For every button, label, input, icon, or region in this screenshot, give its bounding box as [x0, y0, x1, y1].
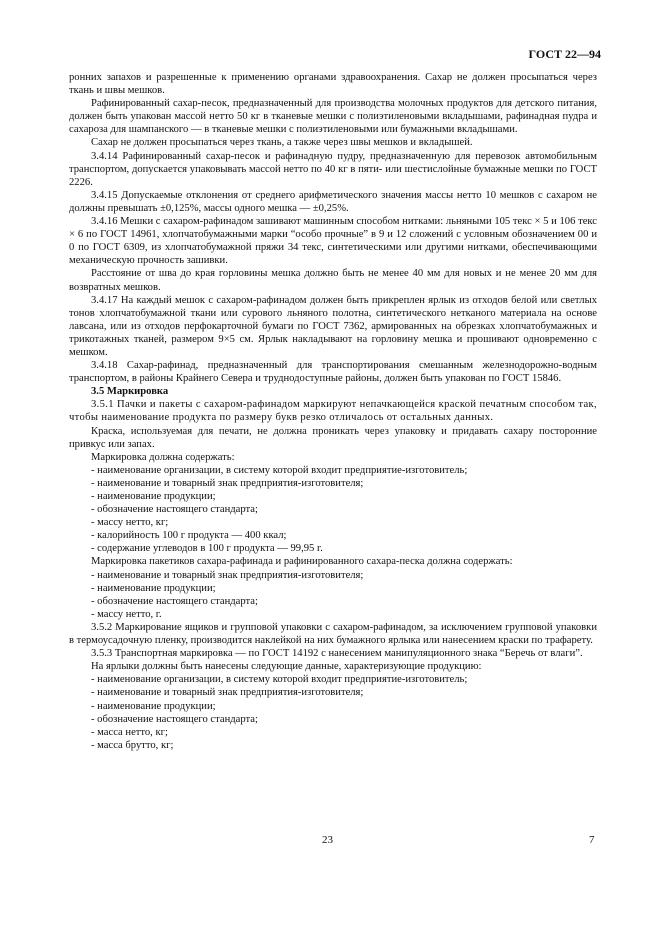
list-item: - наименование и товарный знак предприятия-изготовителя;	[91, 569, 364, 581]
clause-3-4-14: 3.4.14 Рафинированный сахар-песок и рафинадную пудру, предназначенную для перевозок автомобильным транспортом, допускается упаковывать массой нетто по 40 кг в пяти- или шестислойные бумажные мешки по ГОСТ 2226.	[69, 150, 597, 188]
paragraph: На ярлыки должны быть нанесены следующие данные, характеризующие продукцию:	[91, 661, 482, 673]
list-item: - масса нетто, кг;	[91, 726, 168, 738]
list-item: - наименование продукции;	[91, 582, 216, 594]
list-item: - наименование продукции;	[91, 700, 216, 712]
label-data-list	[69, 673, 597, 752]
clause-3-4-17: 3.4.17 На каждый мешок с сахаром-рафинадом должен быть прикреплен ярлык из отходов белой или светлых тонов хлопчатобумажной ткани или сурового льняного полотна, синтетического нетканого материала на основе лавсана, или из отходов перфокарточной бумаги по ГОСТ 7362, армированных на обрезках хлопчатобумажных и трикотажных тканей, размером 9×5 см. Ярлык накладывают на горловину мешка и прошивают одновременно с мешком.	[69, 294, 597, 358]
packet-marking-list	[69, 569, 597, 621]
list-item: - наименование организации, в систему которой входит предприятие-изготовитель;	[91, 674, 468, 686]
paragraph: Маркировка должна содержать:	[91, 451, 235, 463]
marking-list	[69, 464, 597, 556]
list-item: - массу нетто, г.	[91, 608, 162, 620]
list-item: - наименование организации, в систему которой входит предприятие-изготовитель;	[91, 464, 468, 476]
list-item: - наименование и товарный знак предприятия-изготовителя;	[91, 477, 364, 489]
document-header: ГОСТ 22—94	[528, 47, 601, 61]
list-item: - калорийность 100 г продукта — 400 ккал;	[91, 530, 287, 542]
list-item: - масса брутто, кг;	[91, 739, 174, 751]
clause-3-4-18: 3.4.18 Сахар-рафинад, предназначенный для транспортирования смешанным железнодорожно-водным транспортом, в районы Крайнего Севера и труднодоступные районы, должен быть упакован по ГОСТ 15846.	[69, 360, 597, 385]
page-number: 23	[322, 834, 333, 846]
clause-3-5-3: 3.5.3 Транспортная маркировка — по ГОСТ 14192 с нанесением манипуляционного знака “Беречь от влаги”.	[91, 648, 583, 660]
clause-3-4-16: 3.4.16 Мешки с сахаром-рафинадом зашивают машинным способом нитками: льняными 105 текс × 5 и 106 текс × 6 по ГОСТ 14961, хлопчатобумажными марки “особо прочные” в 9 и 12 сложений с условным обозначением 00 и 0 по ГОСТ 6309, из хлопчатобумажной пряжи 34 текс, синтетическими или другими нитками, обеспечивающими механическую прочность зашивки.	[69, 216, 597, 267]
section-heading: 3.5 Маркировка	[91, 386, 169, 398]
list-item: - массу нетто, кг;	[91, 517, 169, 529]
clause-3-5-1: 3.5.1 Пачки и пакеты с сахаром-рафинадом маркируют непачкающейся краской печатным способом так, чтобы наименование продукта по размеру букв резко отличалось от остальных данных.	[69, 399, 597, 424]
list-item: - обозначение настоящего стандарта;	[91, 595, 258, 607]
paragraph: Рафинированный сахар-песок, предназначенный для производства молочных продуктов для детского питания, должен быть упакован массой нетто 50 кг в тканевые мешки с полиэтиленовыми вкладышами, рафинадная пудра и сахароза для шампанского — в тканевые мешки с полиэтиленовыми или бумажными вкладышами.	[69, 98, 597, 136]
paragraph: Маркировка пакетиков сахара-рафинада и рафинированного сахара-песка должна содержать:	[91, 556, 513, 568]
list-item: - обозначение настоящего стандарта;	[91, 504, 258, 516]
document-body	[69, 71, 597, 752]
clause-3-5-2: 3.5.2 Маркирование ящиков и групповой упаковки с сахаром-рафинадом, за исключением групповой упаковки в термоусадочную пленку, производится наклейкой на них бумажного ярлыка или нанесением краски по трафарету.	[69, 621, 597, 647]
paragraph: Краска, используемая для печати, не должна проникать через упаковку и придавать сахару посторонние привкус или запах.	[69, 425, 597, 450]
paragraph: ронних запахов и разрешенные к применению органами здравоохранения. Сахар не должен просыпаться через ткань и швы мешков.	[69, 72, 597, 97]
list-item: - наименование продукции;	[91, 491, 216, 502]
paragraph: Сахар не должен просыпаться через ткань, а также через швы мешков и вкладышей.	[91, 137, 473, 149]
list-item: - содержание углеводов в 100 г продукта — 99,95 г.	[91, 543, 323, 555]
list-item: - обозначение настоящего стандарта;	[91, 713, 258, 725]
paragraph: Расстояние от шва до края горловины мешка должно быть не менее 40 мм для новых и не менее 20 мм для возвратных мешков.	[69, 268, 597, 293]
sheet-number: 7	[589, 834, 595, 846]
list-item: - наименование и товарный знак предприятия-изготовителя;	[91, 687, 364, 699]
clause-3-4-15: 3.4.15 Допускаемые отклонения от среднего арифметического значения массы нетто 10 мешков с сахаром не должны превышать ±0,125%, массы одного мешка — ±0,25%.	[69, 189, 597, 214]
